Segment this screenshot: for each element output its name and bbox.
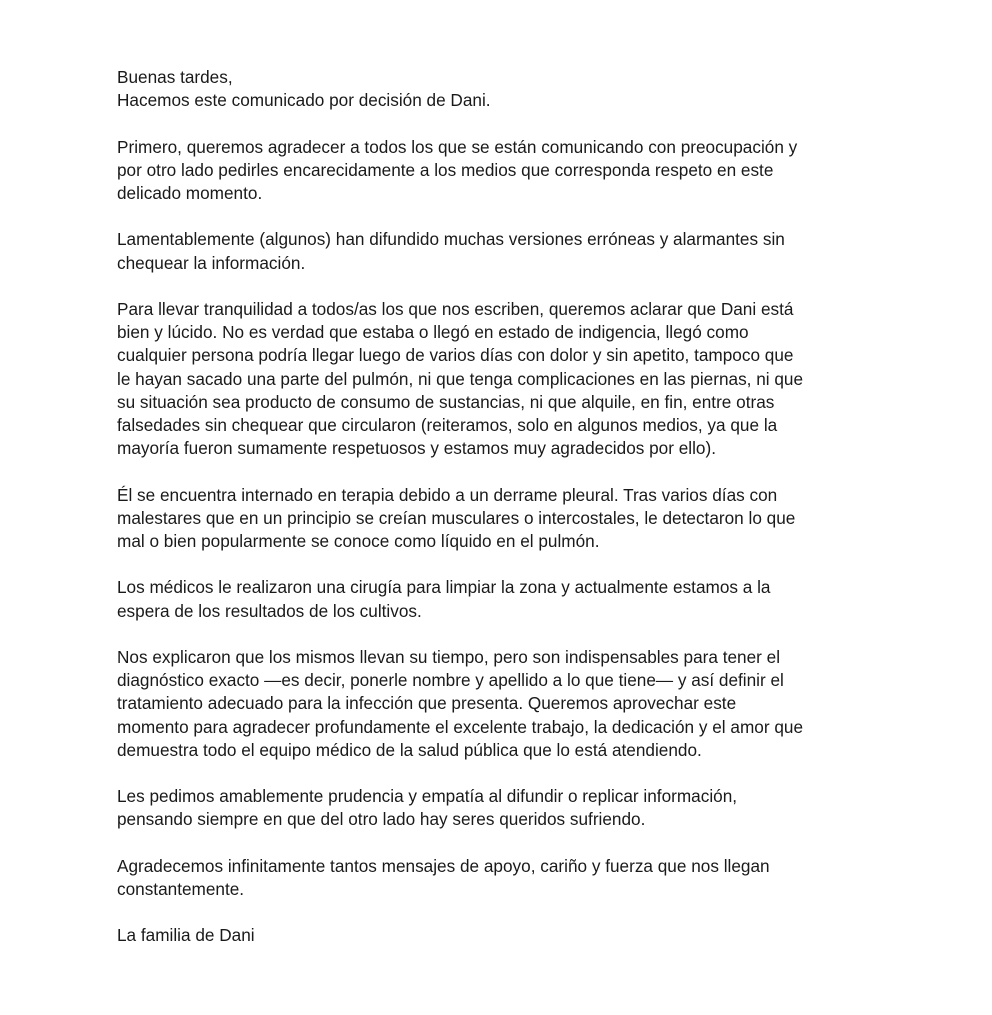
paragraph-request bbox=[117, 785, 937, 831]
text-line: Los médicos le realizaron una cirugía para limpiar la zona y actualmente estamos a la bbox=[117, 577, 771, 598]
signature-line: La familia de Dani bbox=[117, 925, 255, 946]
text-line: tratamiento adecuado para la infección que presenta. Queremos aprovechar este bbox=[117, 693, 737, 714]
text-line: mayoría fueron sumamente respetuosos y estamos muy agradecidos por ello). bbox=[117, 438, 716, 459]
text-line: mal o bien popularmente se conoce como líquido en el pulmón. bbox=[117, 531, 600, 551]
paragraph-thanks bbox=[117, 136, 937, 206]
text-line: Nos explicaron que los mismos llevan su tiempo, pero son indispensables para tener el bbox=[117, 646, 781, 667]
text-line: Primero, queremos agradecer a todos los que se están comunicando con preocupación y bbox=[117, 136, 798, 157]
text-line: por otro lado pedirles encarecidamente a los medios que corresponda respeto en este bbox=[117, 159, 774, 180]
text-line: demuestra todo el equipo médico de la salud pública que lo está atendiendo. bbox=[117, 739, 702, 760]
greeting-line: Hacemos este comunicado por decisión de Dani. bbox=[117, 90, 491, 111]
text-line: su situación sea producto de consumo de sustancias, ni que alquile, en fin, entre otras bbox=[117, 391, 775, 412]
text-line: falsedades sin chequear que circularon (reiteramos, solo en algunos medios, ya que la bbox=[117, 415, 778, 435]
text-line: momento para agradecer profundamente el excelente trabajo, la dedicación y el amor que bbox=[117, 716, 804, 737]
text-line: Agradecemos infinitamente tantos mensajes de apoyo, cariño y fuerza que nos llegan bbox=[117, 855, 770, 876]
greeting bbox=[117, 66, 937, 112]
text-line: constantemente. bbox=[117, 878, 245, 899]
text-line: espera de los resultados de los cultivos. bbox=[117, 600, 422, 621]
paragraph-gratitude bbox=[117, 855, 937, 901]
text-line: chequear la información. bbox=[117, 252, 306, 273]
paragraph-treatment bbox=[117, 646, 937, 762]
text-line: Para llevar tranquilidad a todos/as los que nos escriben, queremos aclarar que Dani está bbox=[117, 298, 794, 319]
paragraph-clarification bbox=[117, 298, 937, 460]
text-line: Lamentablemente (algunos) han difundido muchas versiones erróneas y alarmantes sin bbox=[117, 229, 785, 250]
text-line: bien y lúcido. No es verdad que estaba o llegó en estado de indigencia, llegó como bbox=[117, 322, 749, 343]
paragraph-misinformation bbox=[117, 228, 937, 274]
greeting-line: Buenas tardes, bbox=[117, 67, 233, 87]
text-line: pensando siempre en que del otro lado hay seres queridos sufriendo. bbox=[117, 809, 646, 830]
text-line: diagnóstico exacto —es decir, ponerle nombre y apellido a lo que tiene— y así definir el bbox=[117, 670, 784, 691]
text-line: malestares que en un principio se creían musculares o intercostales, le detectaron lo que bbox=[117, 507, 796, 528]
text-line: Les pedimos amablemente prudencia y empatía al difundir o replicar información, bbox=[117, 786, 738, 807]
letter-body bbox=[117, 66, 937, 971]
paragraph-surgery bbox=[117, 576, 937, 622]
signature bbox=[117, 924, 937, 947]
text-line: le hayan sacado una parte del pulmón, ni que tenga complicaciones en las piernas, ni que bbox=[117, 368, 804, 389]
text-line: delicado momento. bbox=[117, 183, 263, 203]
text-line: Él se encuentra internado en terapia debido a un derrame pleural. Tras varios días con bbox=[117, 484, 778, 505]
paragraph-diagnosis bbox=[117, 484, 937, 554]
text-line: cualquier persona podría llegar luego de varios días con dolor y sin apetito, tampoco que bbox=[117, 345, 794, 366]
